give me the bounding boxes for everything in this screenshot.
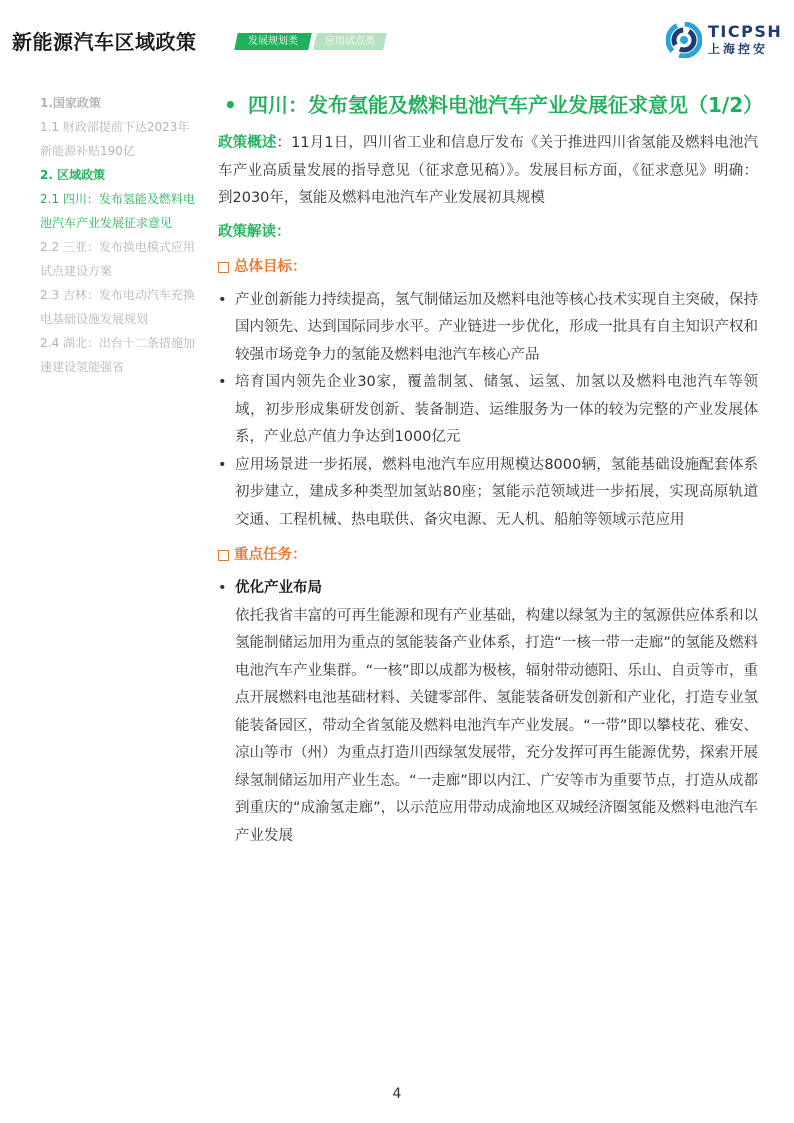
square-bullet-icon [218, 262, 229, 273]
toc-sidebar [40, 91, 198, 379]
tag-application-pilot: 应用试点类 [313, 33, 387, 50]
overview-label: 政策概述 [218, 135, 277, 151]
task-item [218, 575, 758, 850]
task-title: 优化产业布局 [235, 580, 322, 596]
page-number: 4 [392, 1086, 402, 1102]
toc-item-1-1[interactable]: 1.1 财政部提前下达2023年新能源补贴190亿 [40, 120, 190, 158]
policy-interpretation-heading [218, 219, 758, 246]
overview-text: ：11月1日，四川省工业和信息厅发布《关于推进四川省氢能及燃料电池汽车产业高质量发展的指导意见（征求意见稿）》。发展目标方面，《征求意见》明确：到2030年，氢能及燃料电池汽车产业发展初具规模 [218, 135, 758, 206]
list-bullet-icon: • [218, 456, 227, 473]
ticpsh-logo [666, 22, 782, 58]
square-bullet-icon [218, 550, 229, 561]
toc-section-national[interactable]: 1.国家政策 [40, 96, 101, 110]
tasks-heading [218, 542, 758, 569]
task-body: 依托我省丰富的可再生能源和现有产业基础，构建以绿氢为主的氢源供应体系和以氢能制储运加用为重点的氢能装备产业体系，打造“一核一带一走廊”的氢能及燃料电池汽车产业集群。“一核”即以成都为极核，辐射带动德阳、乐山、自贡等市，重点开展燃料电池基础材料、关键零部件、氢能装备研发创新和产业化，打造专业氢能装备园区，带动全省氢能及燃料电池汽车产业发展。“一带”即以攀枝花、雅安、凉山等市（州）为重点打造川西绿氢发展带，充分发挥可再生能源优势，探索开展绿氢制储运加用产业生态。“一走廊”即以内江、广安等市为重要节点，打造从成都到重庆的“成渝氢走廊”，以示范应用带动成渝地区双城经济圈氢能及燃料电池汽车产业发展 [235, 607, 758, 844]
goal-item [218, 369, 758, 452]
goal-text: 产业创新能力持续提高，氢气制储运加及燃料电池等核心技术实现自主突破，保持国内领先、达到国际同步水平。产业链进一步优化，形成一批具有自主知识产权和较强市场竞争力的氢能及燃料电池汽车核心产品 [235, 291, 758, 363]
tasks-heading-text: 重点任务： [234, 547, 307, 563]
section-title [218, 90, 764, 120]
list-bullet-icon: • [218, 580, 227, 596]
toc-item-2-1[interactable]: 2.1 四川：发布氢能及燃料电池汽车产业发展征求意见 [40, 192, 195, 230]
tag-development-plan: 发展规划类 [234, 33, 312, 50]
goal-text: 应用场景进一步拓展，燃料电池汽车应用规模达8000辆，氢能基础设施配套体系初步建立，建成多种类型加氢站80座；氢能示范领域进一步拓展，实现高原轨道交通、工程机械、热电联供、备灾电源、无人机、船舶等领域示范应用 [235, 456, 758, 528]
policy-overview [218, 130, 758, 213]
goal-text: 培育国内领先企业30家，覆盖制氢、储氢、运氢、加氢以及燃料电池汽车等领域，初步形成集研发创新、装备制造、运维服务为一体的较为完整的产业发展体系，产业总产值力争达到1000亿元 [235, 374, 758, 445]
toc-item-2-4[interactable]: 2.4 湖北：出台十二条措施加速建设氢能强省 [40, 336, 195, 374]
toc-item-2-3[interactable]: 2.3 吉林：发布电动汽车充换电基础设施发展规划 [40, 288, 195, 326]
list-bullet-icon: • [218, 291, 227, 308]
goals-heading [218, 254, 758, 281]
toc-item-2-2[interactable]: 2.2 三亚：发布换电模式应用试点建设方案 [40, 240, 195, 278]
goal-item [218, 287, 758, 370]
goals-heading-text: 总体目标： [234, 258, 307, 275]
list-bullet-icon: • [218, 374, 227, 390]
interp-colon: ： [276, 223, 291, 240]
title-bullet: • [224, 93, 237, 117]
logo-text-en: TICPSH [708, 22, 783, 41]
logo-text-cn: 上海控安 [708, 42, 769, 56]
goals-list [218, 287, 758, 535]
main-content [218, 90, 764, 850]
toc-section-regional[interactable]: 2. 区域政策 [40, 168, 106, 182]
interp-label: 政策解读 [218, 223, 276, 240]
goal-item [218, 452, 758, 535]
doc-title: 新能源汽车区域政策 [12, 30, 197, 54]
tasks-list [218, 575, 758, 850]
section-title-text: 四川：发布氢能及燃料电池汽车产业发展征求意见（1/2） [248, 93, 764, 117]
ticpsh-logo-mark-icon [666, 22, 702, 58]
